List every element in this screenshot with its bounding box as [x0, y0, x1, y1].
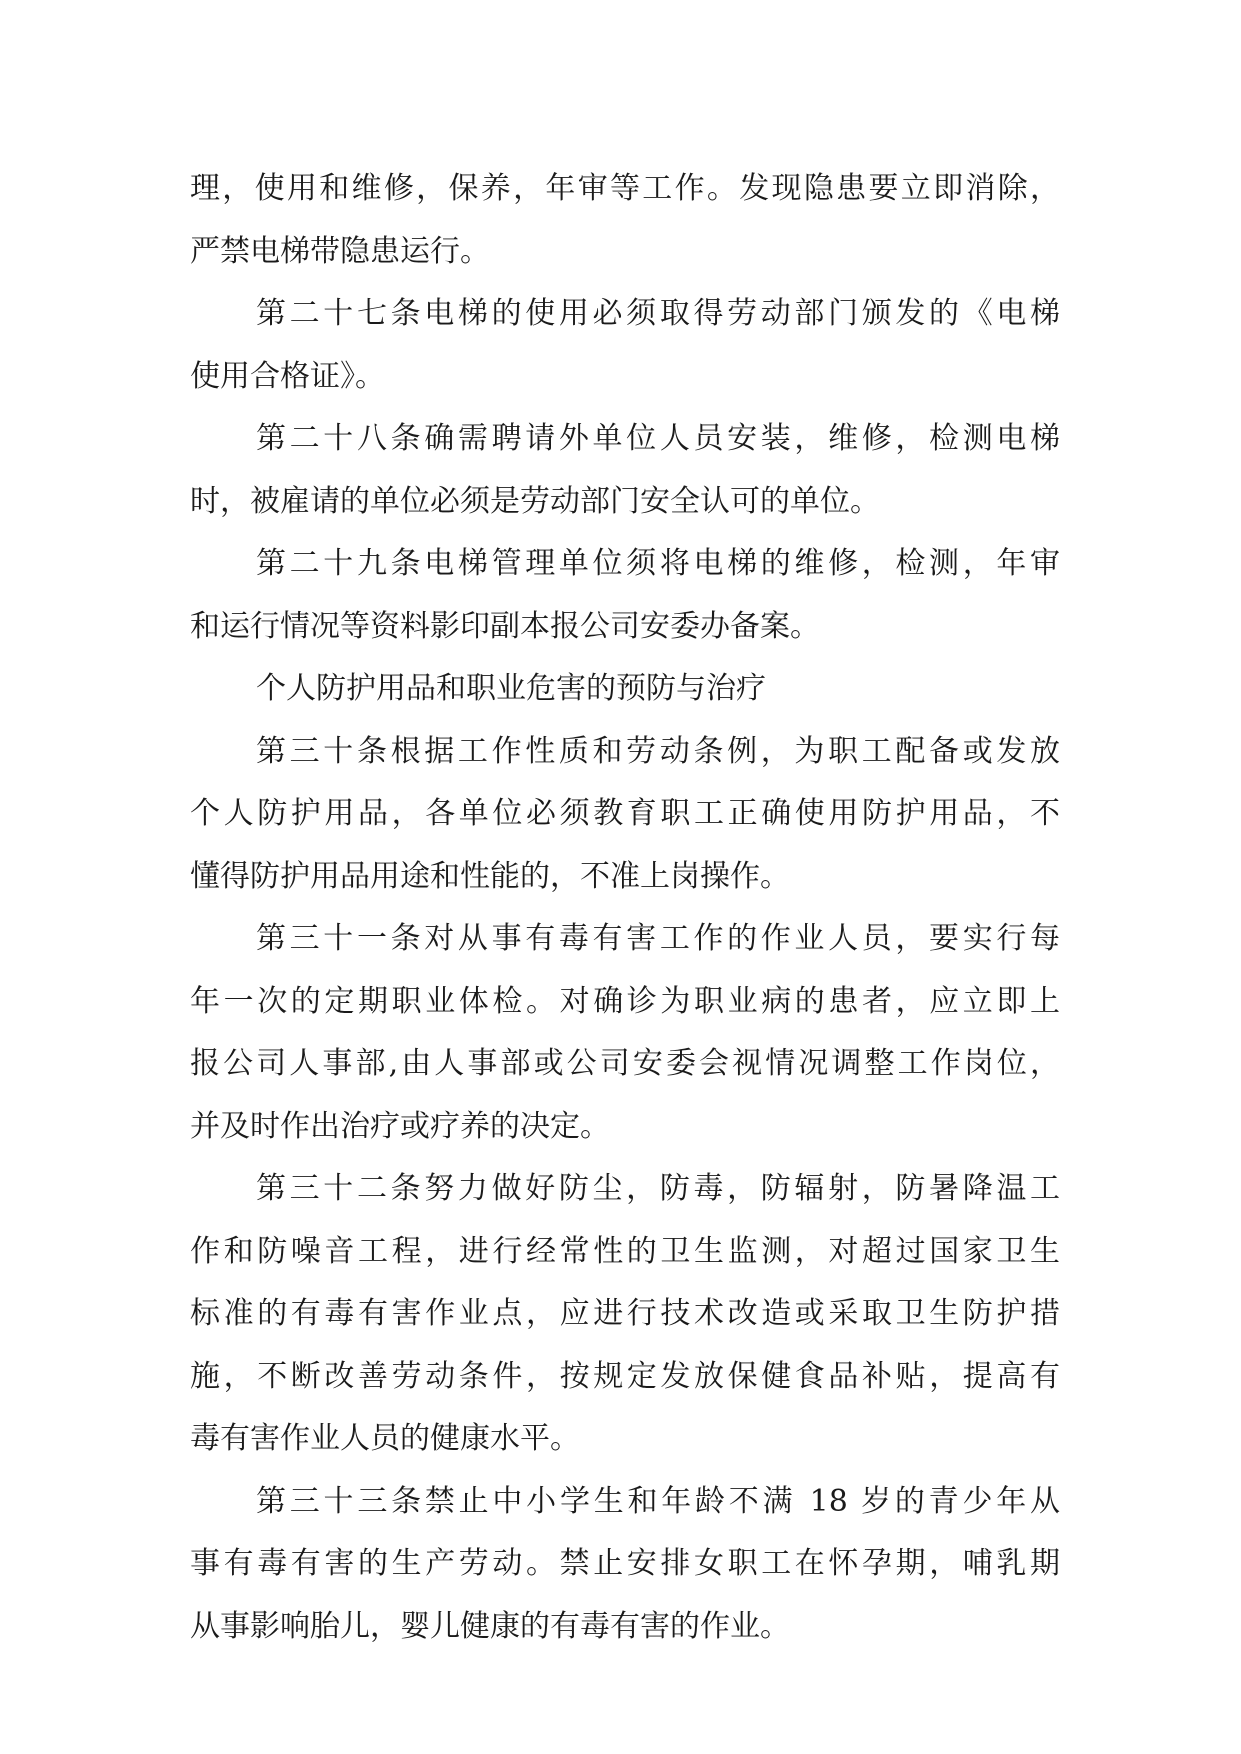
- text-line: 作和防噪音工程，进行经常性的卫生监测，对超过国家卫生: [190, 1233, 1060, 1269]
- text-line: 施，不断改善劳动条件，按规定发放保健食品补贴，提高有: [190, 1358, 1060, 1394]
- text-line: 事有毒有害的生产劳动。禁止安排女职工在怀孕期，哺乳期: [190, 1546, 1060, 1581]
- text-line: 和运行情况等资料影印副本报公司安委办备案。: [190, 608, 820, 644]
- document-body: [190, 158, 1060, 1658]
- text-line: 从事影响胎儿，婴儿健康的有毒有害的作业。: [190, 1608, 790, 1644]
- text-line: 并及时作出治疗或疗养的决定。: [190, 1108, 610, 1144]
- text-line: 个人防护用品和职业危害的预防与治疗: [256, 671, 766, 706]
- text-line: 标准的有毒有害作业点，应进行技术改造或采取卫生防护措: [190, 1296, 1060, 1331]
- text-line: 第二十七条电梯的使用必须取得劳动部门颁发的《电梯: [256, 296, 1060, 331]
- text-line: 第三十二条努力做好防尘，防毒，防辐射，防暑降温工: [256, 1171, 1060, 1206]
- text-line: 理，使用和维修，保养，年审等工作。发现隐患要立即消除，: [190, 171, 1060, 206]
- text-line: 懂得防护用品用途和性能的，不准上岗操作。: [190, 858, 790, 894]
- text-line: 第二十八条确需聘请外单位人员安装，维修，检测电梯: [256, 421, 1060, 456]
- text-line: 年一次的定期职业体检。对确诊为职业病的患者，应立即上: [190, 983, 1060, 1019]
- text-line: 毒有害作业人员的健康水平。: [190, 1421, 580, 1456]
- text-line: 使用合格证》。: [190, 358, 385, 394]
- text-line: 第三十三条禁止中小学生和年龄不满 18 岁的青少年从: [256, 1483, 1060, 1519]
- text-line: 严禁电梯带隐患运行。: [190, 233, 490, 269]
- text-line: 个人防护用品，各单位必须教育职工正确使用防护用品，不: [190, 796, 1060, 831]
- text-line: 时，被雇请的单位必须是劳动部门安全认可的单位。: [190, 483, 880, 519]
- text-line: 第二十九条电梯管理单位须将电梯的维修，检测，年审: [256, 546, 1060, 581]
- text-line: 报公司人事部,由人事部或公司安委会视情况调整工作岗位，: [190, 1046, 1060, 1081]
- text-line: 第三十条根据工作性质和劳动条例，为职工配备或发放: [256, 733, 1060, 769]
- text-line: 第三十一条对从事有毒有害工作的作业人员，要实行每: [256, 921, 1060, 956]
